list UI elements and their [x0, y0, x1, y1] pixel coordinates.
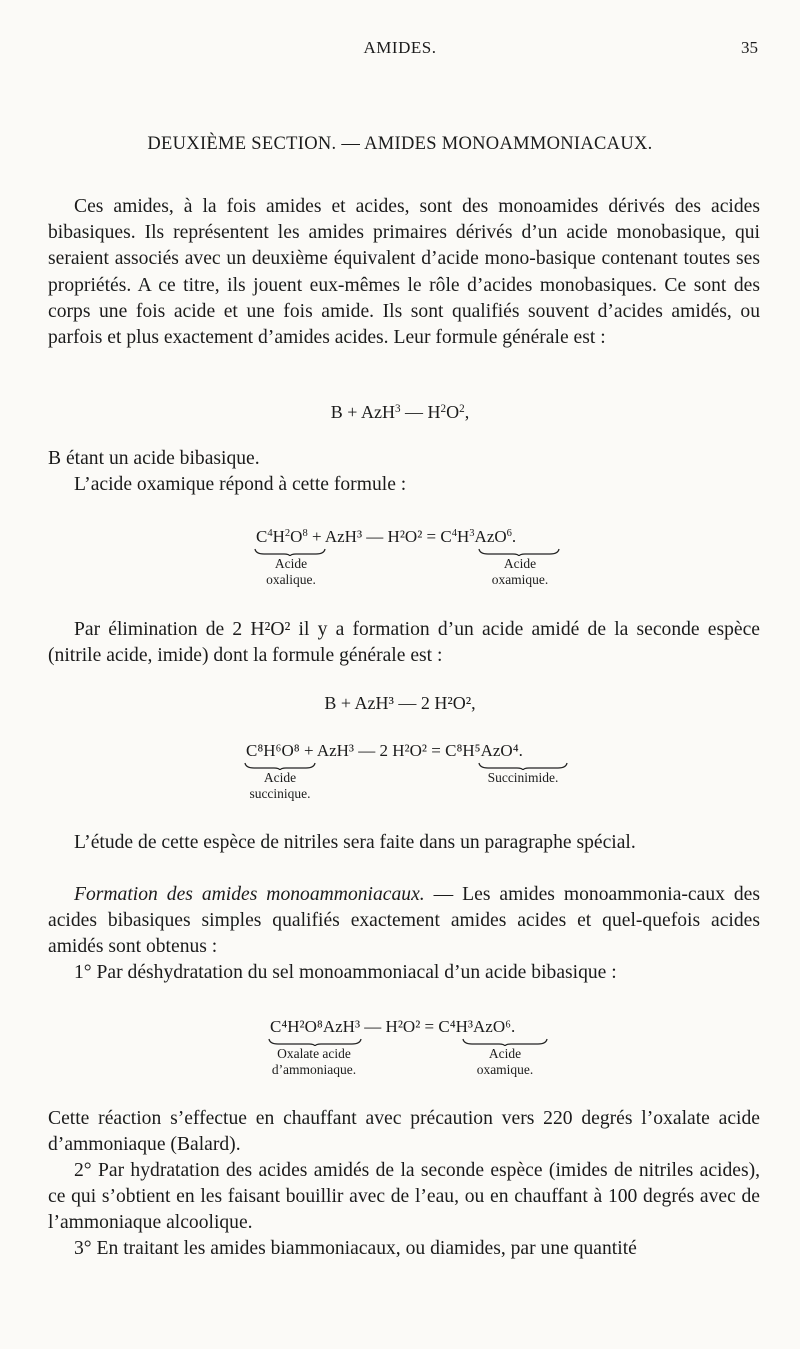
intro-paragraph: Ces amides, à la fois amides et acides, sont des monoamides dérivés des acides bibasiques. Ils représentent les amides primaires dérivés d’un acide monobasique, qui seraient associés avec un deuxième équivalent d’acide mono-basique contenant toutes ses propriétés. A ce titre, ils jouent eux-mêmes le rôle d’acides monobasiques. Ce sont des corps une fois acide et une fois amide. Ils sont qualifiés souvent d’acides amidés, ou parfois et plus exactement d’amides acides. Leur formule générale est : [48, 196, 760, 349]
equation-oxamic: $C^4H^2O^8 + AzH^3$ — $H^2O^2 = C^4H^3AzO^6$. [256, 527, 517, 546]
brace-left-eq2 [244, 762, 316, 770]
label-acid-oxalate: Oxalate acide d’ammoniaque. [271, 1046, 357, 1077]
label-oxalic-acid: Acide oxalique. [266, 556, 316, 587]
brace-right-eq1 [478, 548, 560, 556]
bibasic-line: B étant un acide bibasique. [48, 448, 260, 469]
section-title: DEUXIÈME SECTION. — AMIDES MONOAMMONIACAUX. [147, 134, 653, 154]
page-number: 35 [741, 38, 758, 57]
equation-succinimide: C⁸H⁶O⁸ + AzH³ — 2 H²O² = C⁸H⁵AzO⁴. [246, 741, 523, 760]
item-1: 1° Par déshydratation du sel monoammoniacal d’un acide bibasique : [74, 962, 617, 983]
brace-right-eq3 [462, 1038, 548, 1046]
brace-right-eq2 [478, 762, 568, 770]
eq1-right: $C^4H^3AzO^6$. [440, 527, 517, 546]
brace-left-eq3 [268, 1038, 362, 1046]
eq2-left: C⁸H⁶O⁸ [246, 741, 300, 760]
formation-paragraph: Formation des amides monoammoniacaux. — Les amides monoammonia-caux des acides bibasiques simples qualifiés exactement amides acides et quel-quefois acides amidés sont obtenus : [48, 884, 760, 958]
general-formula: B + AzH$^3$ — $H^2O^2$, [330, 402, 470, 422]
item-3: 3° En traitant les amides biammoniacaux, ou diamides, par une quantité [74, 1238, 637, 1259]
running-title: AMIDES. [363, 38, 437, 57]
label-succinic-acid: Acide succinique. [249, 770, 311, 801]
label-succinimide: Succinimide. [487, 770, 559, 785]
oxamic-intro: L’acide oxamique répond à cette formule : [74, 474, 407, 495]
label-oxamic-acid-2: Acide oxamique. [476, 1046, 534, 1077]
item-2: 2° Par hydratation des acides amidés de la seconde espèce (imides de nitriles acides), ce qui s’obtient en les faisant bouillir avec de l’eau, ou en chauffant à 100 degrés avec de l’ammoniaque alcoolique. [48, 1160, 760, 1234]
page-header [0, 38, 800, 62]
eq1-left: $C^4H^2O^8$ [256, 527, 308, 546]
formation-title: Formation des amides monoammoniacaux. [74, 884, 425, 905]
equation-oxalate: C⁴H²O⁸AzH³ — H²O² = C⁴H³AzO⁶. [270, 1017, 516, 1036]
elimination-paragraph: Par élimination de 2 H²O² il y a formation d’un acide amidé de la seconde espèce (nitrile acide, imide) dont la formule générale est : [48, 619, 760, 667]
reaction-paragraph: Cette réaction s’effectue en chauffant avec précaution vers 220 degrés l’oxalate acide d’ammoniaque (Balard). [48, 1108, 760, 1156]
eq2-right: C⁸H⁵AzO⁴. [445, 741, 523, 760]
general-formula-2: B + AzH³ — 2 H²O², [324, 693, 476, 713]
brace-left-eq1 [254, 548, 326, 556]
label-oxamic-acid: Acide oxamique. [491, 556, 549, 587]
eq3-left: C⁴H²O⁸AzH³ [270, 1017, 361, 1036]
eq3-right: C⁴H³AzO⁶. [438, 1017, 516, 1036]
etude-paragraph: L’étude de cette espèce de nitriles sera faite dans un paragraphe spécial. [74, 832, 636, 853]
